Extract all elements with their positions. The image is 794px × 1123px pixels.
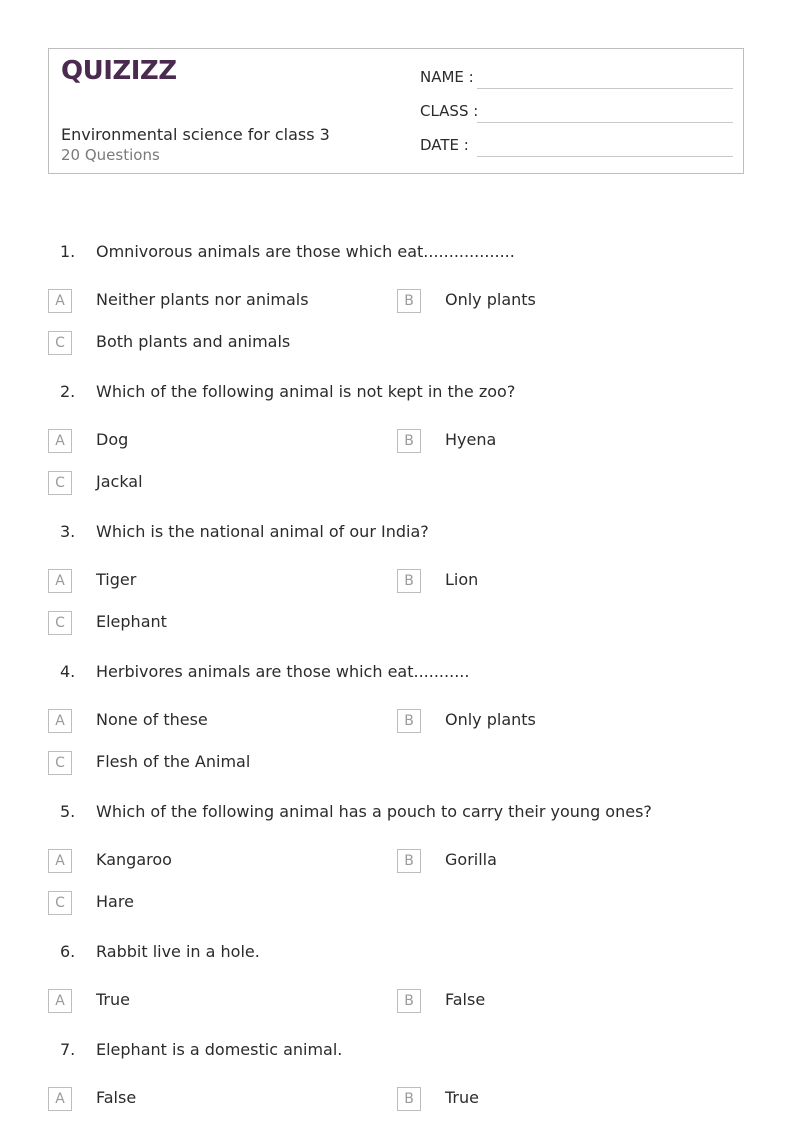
option-text: None of these <box>96 710 208 729</box>
date-label: DATE : <box>420 136 469 154</box>
option-letter: B <box>397 1087 421 1111</box>
option-text: Tiger <box>96 570 137 589</box>
option-text: True <box>445 1088 479 1107</box>
option-text: Dog <box>96 430 129 449</box>
option-text: Kangaroo <box>96 850 172 869</box>
option-letter: C <box>48 751 72 775</box>
question-text: Omnivorous animals are those which eat.................. <box>96 242 515 261</box>
question-number: 6. <box>60 942 76 961</box>
question-text: Which of the following animal is not kept in the zoo? <box>96 382 516 401</box>
option-letter: A <box>48 849 72 873</box>
option-letter: B <box>397 289 421 313</box>
option-text: Jackal <box>96 472 143 491</box>
option-text: Neither plants nor animals <box>96 290 309 309</box>
name-line <box>477 88 733 89</box>
option-text: False <box>96 1088 137 1107</box>
option-letter: A <box>48 989 72 1013</box>
option-letter: B <box>397 709 421 733</box>
option-letter: C <box>48 891 72 915</box>
option-letter: A <box>48 569 72 593</box>
option-letter: C <box>48 611 72 635</box>
option-letter: B <box>397 569 421 593</box>
quizizz-logo: QUIZIZZ <box>61 56 177 86</box>
date-line <box>477 156 733 157</box>
question-number: 4. <box>60 662 76 681</box>
option-letter: B <box>397 989 421 1013</box>
class-label: CLASS : <box>420 102 479 120</box>
question-number: 3. <box>60 522 76 541</box>
option-text: Only plants <box>445 290 536 309</box>
option-text: Gorilla <box>445 850 497 869</box>
option-text: Elephant <box>96 612 167 631</box>
option-text: Lion <box>445 570 479 589</box>
question-text: Herbivores animals are those which eat........... <box>96 662 470 681</box>
question-count: 20 Questions <box>61 146 160 164</box>
option-letter: A <box>48 1087 72 1111</box>
option-letter: A <box>48 429 72 453</box>
option-letter: A <box>48 709 72 733</box>
option-letter: A <box>48 289 72 313</box>
option-text: Flesh of the Animal <box>96 752 251 771</box>
question-text: Which of the following animal has a pouch to carry their young ones? <box>96 802 652 821</box>
question-text: Rabbit live in a hole. <box>96 942 260 961</box>
worksheet-title: Environmental science for class 3 <box>61 125 330 144</box>
question-text: Elephant is a domestic animal. <box>96 1040 343 1059</box>
question-number: 5. <box>60 802 76 821</box>
option-text: True <box>96 990 130 1009</box>
question-text: Which is the national animal of our India? <box>96 522 429 541</box>
option-text: Only plants <box>445 710 536 729</box>
option-letter: B <box>397 849 421 873</box>
question-number: 1. <box>60 242 76 261</box>
option-letter: B <box>397 429 421 453</box>
option-text: False <box>445 990 486 1009</box>
question-number: 7. <box>60 1040 76 1059</box>
name-label: NAME : <box>420 68 474 86</box>
class-line <box>477 122 733 123</box>
option-text: Hare <box>96 892 134 911</box>
question-number: 2. <box>60 382 76 401</box>
option-text: Both plants and animals <box>96 332 291 351</box>
option-text: Hyena <box>445 430 497 449</box>
option-letter: C <box>48 331 72 355</box>
option-letter: C <box>48 471 72 495</box>
